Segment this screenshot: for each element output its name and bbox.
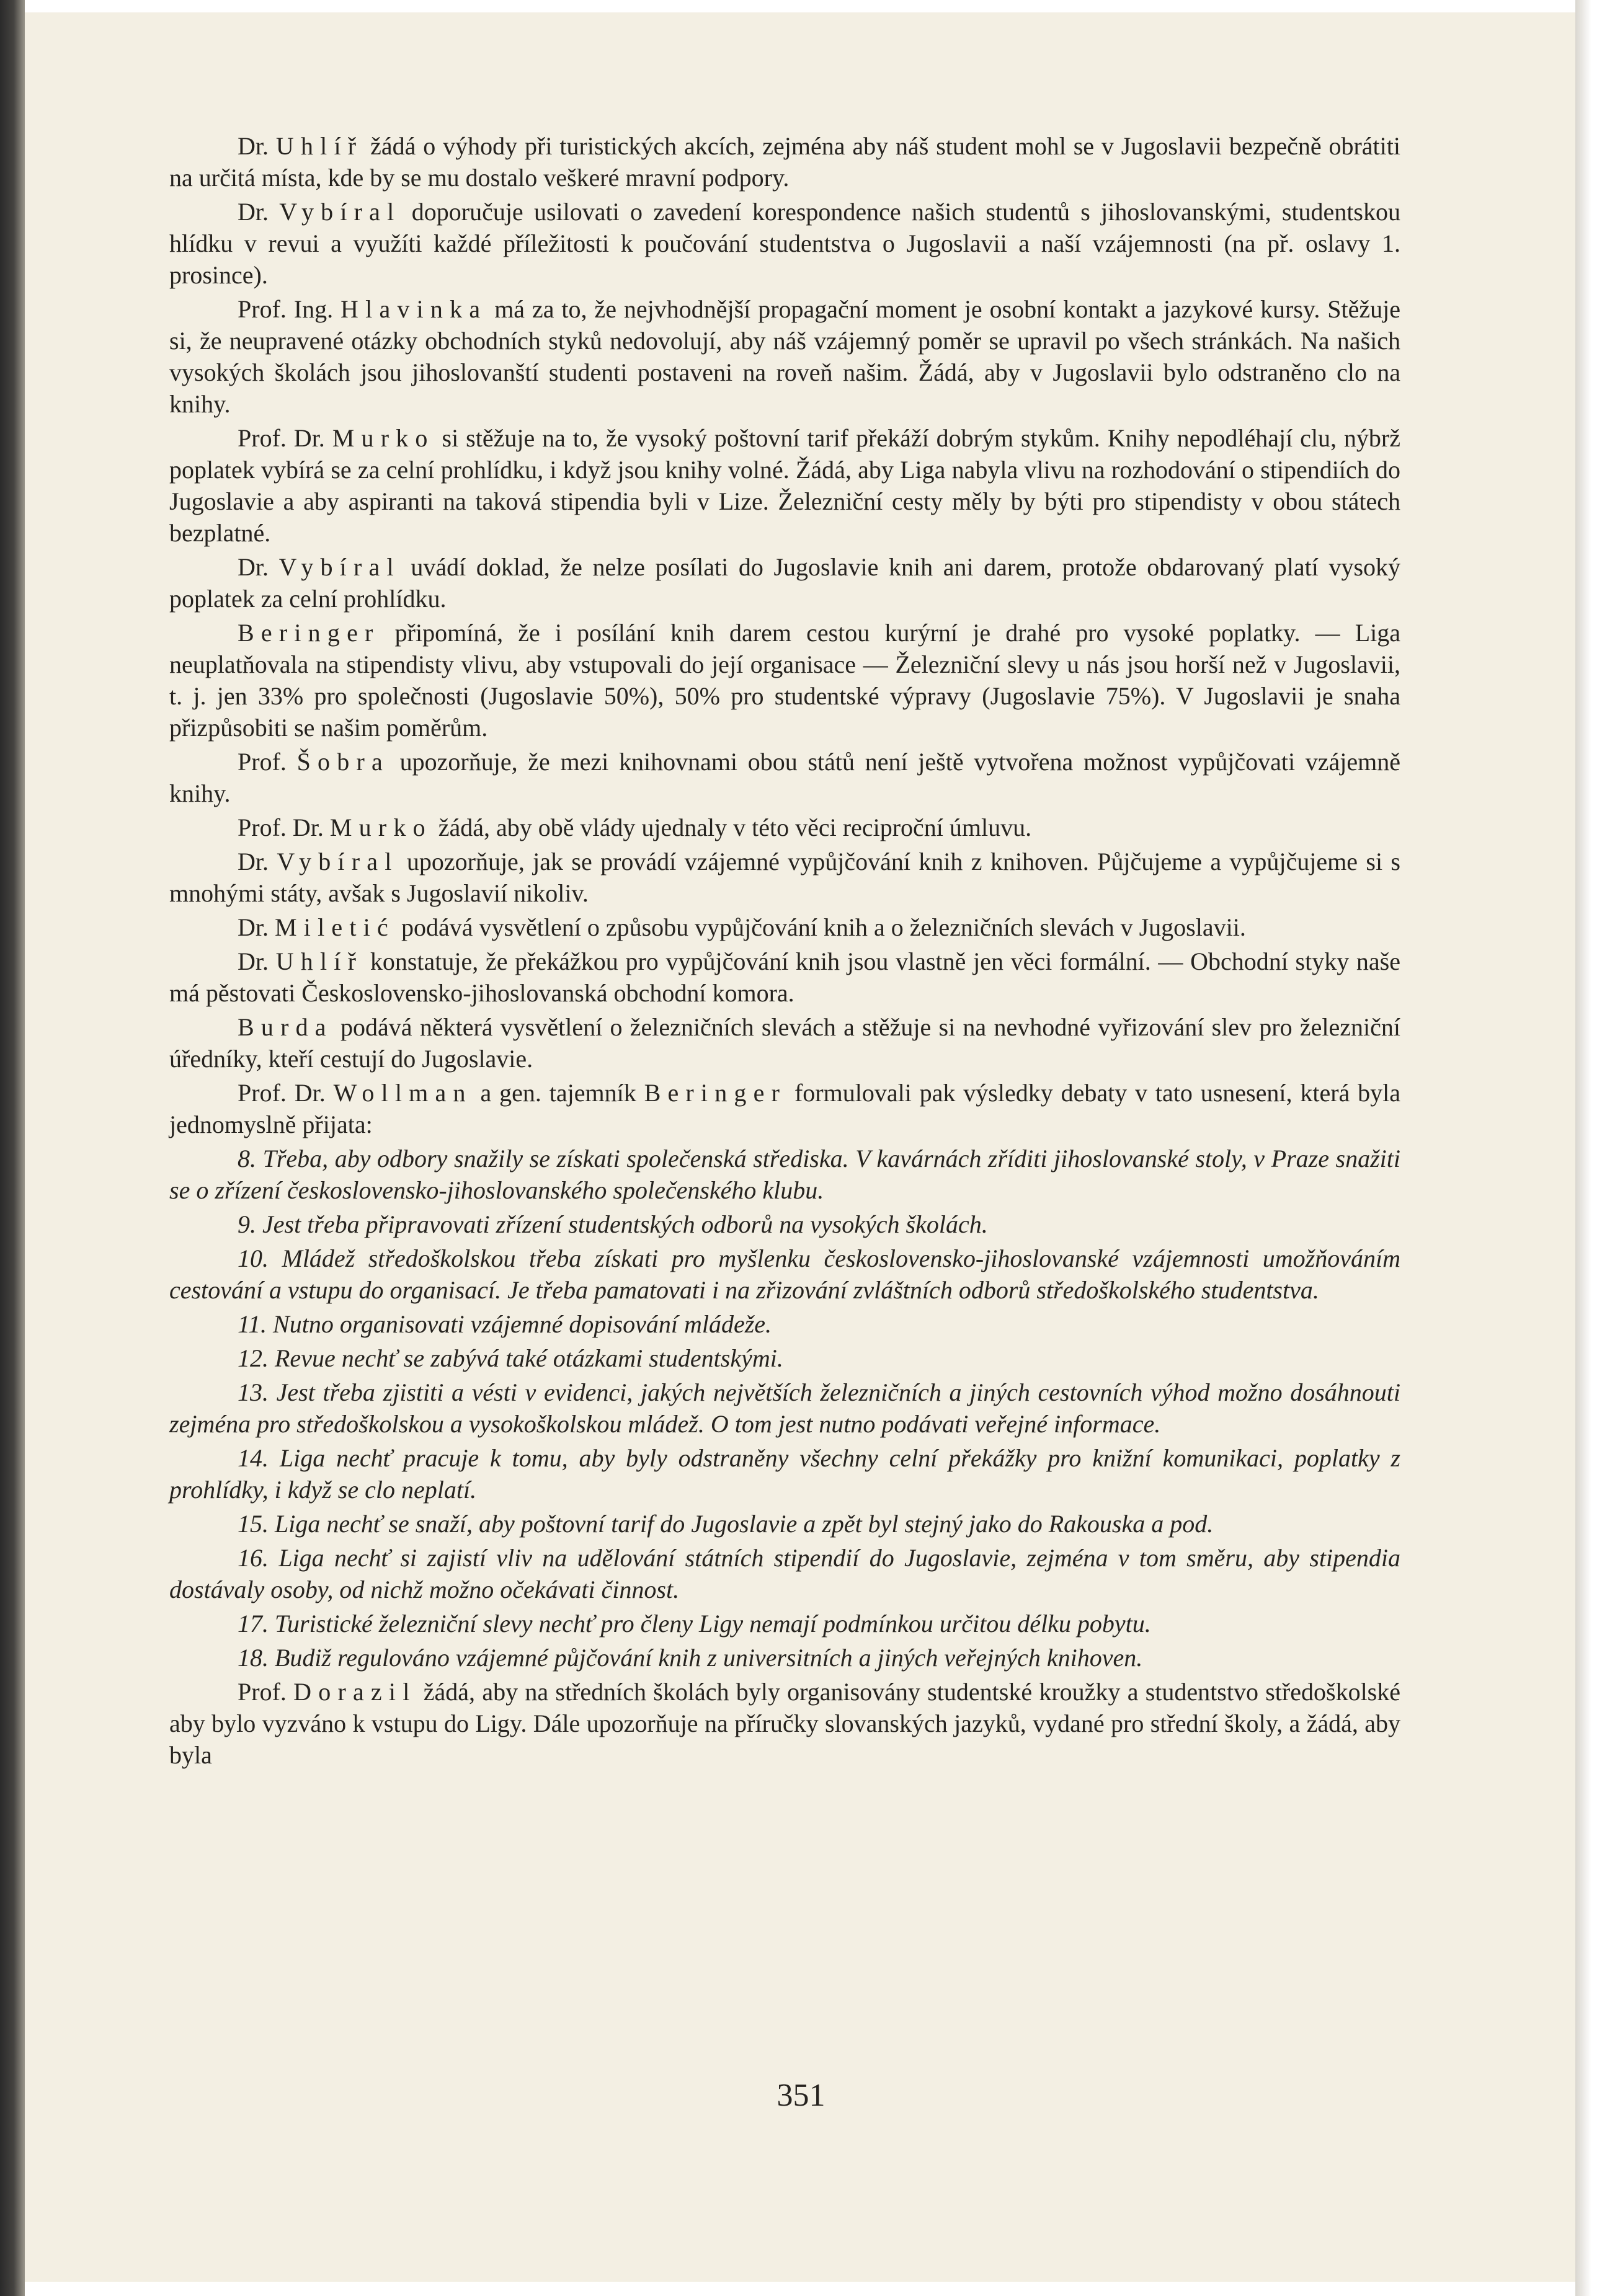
speaker-name: Šobra [296, 748, 389, 776]
resolution-item: 11. Nutno organisovati vzájemné dopisování mládeže. [238, 1310, 772, 1338]
speaker-title: Prof. Dr. [238, 424, 332, 452]
resolution-item: 8. Třeba, aby odbory snažily se získati společenská střediska. V kavárnách zříditi jihoslovanské stoly, v Praze snažiti se o zřízení československo-jihoslovanského společenského klubu. [169, 1145, 1400, 1204]
speaker-title: Prof. [238, 1678, 294, 1706]
speaker-title: Dr. [238, 553, 279, 581]
resolution-item: 15. Liga nechť se snaží, aby poštovní tarif do Jugoslavie a zpět byl stejný jako do Rakouska a pod. [238, 1510, 1214, 1538]
paragraph [169, 1077, 1400, 1140]
paragraph [169, 617, 1400, 743]
speaker-title: Prof. Ing. [238, 295, 341, 323]
paragraph-text: žádá, aby na středních školách byly organisovány studentské kroužky a studentstvo středoškolské aby bylo vyzváno k vstupu do Ligy. Dále upozorňuje na příručky slovanských jazyků, vydané pro střední školy, a žádá, aby byla [169, 1678, 1400, 1769]
speaker-name: Hlavinka [340, 295, 487, 323]
paragraph-text: připomíná, že i posílání knih darem cestou kurýrní je drahé pro vysoké poplatky. — Liga neuplatňovala na stipendisty vlivu, aby vstupovali do její organisace — Železniční slevy u nás jsou horší než v Jugoslavii, t. j. jen 33% pro společnosti (Jugoslavie 50%), 50% pro studentské výpravy (Jugoslavie 75%). V Jugoslavii je snaha přizpůsobiti se našim poměrům. [169, 619, 1400, 742]
resolution-item: 13. Jest třeba zjistiti a vésti v evidenci, jakých největších železničních a jiných cestovních výhod možno dosáhnouti zejména pro středoškolskou a vysokoškolskou mládež. O tom jest nutno podávati veřejné informace. [169, 1378, 1400, 1438]
speaker-title: Dr. [238, 198, 280, 226]
paragraph [169, 746, 1400, 809]
resolution-item: 12. Revue nechť se zabývá také otázkami studentskými. [238, 1344, 783, 1372]
paragraph-text: doporučuje usilovati o zavedení korespondence našich studentů s jihoslovanskými, studentskou hlídku v revui a využíti každé příležitosti k poučování studentstva o Jugoslavii a naší vzájemnosti (na př. oslavy 1. prosince). [169, 198, 1400, 289]
speaker-name: Vybíral [278, 553, 401, 581]
resolution-item: 9. Jest třeba připravovati zřízení studentských odborů na vysokých školách. [238, 1210, 988, 1238]
resolution-item: 10. Mládež středoškolskou třeba získati pro myšlenku československo-jihoslovanské vzájemnosti umožňováním cestování a vstupu do organisací. Je třeba pamatovati i na zřizování zvláštních odborů středoškolského studentstva. [169, 1244, 1400, 1304]
speaker-name: Vybíral [277, 848, 399, 875]
paragraph [169, 196, 1400, 291]
paragraph [169, 911, 1400, 943]
page-number: 351 [777, 2078, 825, 2113]
paragraph-text: podává některá vysvětlení o železničních slevách a stěžuje si na nevhodné vyřizování slev pro železniční úředníky, kteří cestují do Jugoslavie. [169, 1013, 1400, 1073]
resolution-item: 18. Budiž regulováno vzájemné půjčování knih z universitních a jiných veřejných knihoven. [238, 1644, 1143, 1672]
paragraph [169, 1011, 1400, 1075]
paragraph-text: a gen. tajemník [472, 1079, 644, 1107]
speaker-title: Prof. [238, 748, 297, 776]
speaker-name: Burda [238, 1013, 333, 1041]
speaker-title: Dr. [238, 132, 276, 160]
closing-paragraph [169, 1676, 1400, 1771]
speaker-name: Dorazil [293, 1678, 417, 1706]
paragraph-text: formulovali pak výsledky debaty v tato usnesení, která byla jednomyslně přijata: [169, 1079, 1401, 1138]
paragraph-text: má za to, že nejvhodnější propagační moment je osobní kontakt a jazykové kursy. Stěžuje si, že neupravené otázky obchodních styků nedovolují, aby náš vzájemný poměr se upravil po všech stránkách. Na našich vysokých školách jsou jihoslovanští studenti postaveni na roveň našim. Žádá, aby v Jugoslavii bylo odstraněno clo na knihy. [169, 295, 1400, 418]
paragraph [169, 551, 1400, 614]
page-edge [1575, 0, 1602, 2296]
resolution-item: 16. Liga nechť si zajistí vliv na udělování státních stipendií do Jugoslavie, zejména v tom směru, aby stipendia dostávaly osoby, od nichž možno očekávati činnost. [169, 1544, 1400, 1603]
paragraph-text: podává vysvětlení o způsobu vypůjčování knih a o železničních slevách v Jugoslavii. [394, 913, 1246, 941]
speaker-title: Dr. [238, 848, 277, 875]
paragraph [169, 946, 1400, 1009]
paragraph-text: upozorňuje, jak se provádí vzájemné vypůjčování knih z knihoven. Půjčujeme a vypůjčujeme si s mnohými státy, avšak s Jugoslavií nikoliv. [169, 848, 1400, 907]
speaker-title: Prof. Dr. [238, 813, 330, 841]
resolution-item: 14. Liga nechť pracuje k tomu, aby byly odstraněny všechny celní překážky pro knižní komunikaci, poplatky z prohlídky, i když se clo neplatí. [169, 1444, 1400, 1504]
book-binding-shadow [0, 0, 25, 2296]
speaker-name: Vybíral [279, 198, 401, 226]
paragraph-text: upozorňuje, že mezi knihovnami obou států není ještě vytvořena možnost vypůjčovati vzájemně knihy. [169, 748, 1401, 807]
paragraph-text: žádá, aby obě vlády ujednaly v této věci reciproční úmluvu. [432, 813, 1032, 841]
paragraph [169, 846, 1400, 909]
paragraph [169, 130, 1400, 193]
speaker-name: Uhlíř [275, 947, 363, 975]
paragraph [169, 422, 1400, 549]
speaker-name: Beringer [644, 1079, 787, 1107]
page-text [169, 130, 1400, 1773]
speaker-title: Dr. [238, 947, 276, 975]
speaker-title: Dr. [238, 913, 275, 941]
speaker-name: Murko [329, 813, 432, 841]
paragraph [169, 293, 1400, 420]
paragraph-text: žádá o výhody při turistických akcích, zejména aby náš student mohl se v Jugoslavii bezpečně obrátiti na určitá místa, kde by se mu dostalo veškeré mravní podpory. [169, 132, 1401, 192]
speaker-name: Uhlíř [275, 132, 363, 160]
speaker-name: Murko [332, 424, 435, 452]
resolution-item: 17. Turistické železniční slevy nechť pro členy Ligy nemají podmínkou určitou délku pobytu. [238, 1610, 1151, 1638]
paragraph-text: si stěžuje na to, že vysoký poštovní tarif překáží dobrým stykům. Knihy nepodléhají clu, nýbrž poplatek vybírá se za celní prohlídku, i když jsou knihy volné. Žádá, aby Liga nabyla vlivu na rozhodování o stipendiích do Jugoslavie a aby aspiranti na taková stipendia byli v Lize. Železniční cesty měly by býti pro stipendisty v obou státech bezplatné. [169, 424, 1400, 547]
paragraph-text: konstatuje, že překážkou pro vypůjčování knih jsou vlastně jen věci formální. — Obchodní styky naše má pěstovati Československo-jihoslovanská obchodní komora. [169, 947, 1400, 1007]
speaker-title: Prof. Dr. [238, 1079, 334, 1107]
speaker-name: Beringer [238, 619, 380, 647]
paragraph-text: uvádí doklad, že nelze posílati do Jugoslavie knih ani darem, protože obdarovaný platí vysoký poplatek za celní prohlídku. [169, 553, 1401, 613]
speaker-name: Wollman [333, 1079, 473, 1107]
paragraph [169, 812, 1400, 843]
speaker-name: Miletić [275, 913, 395, 941]
